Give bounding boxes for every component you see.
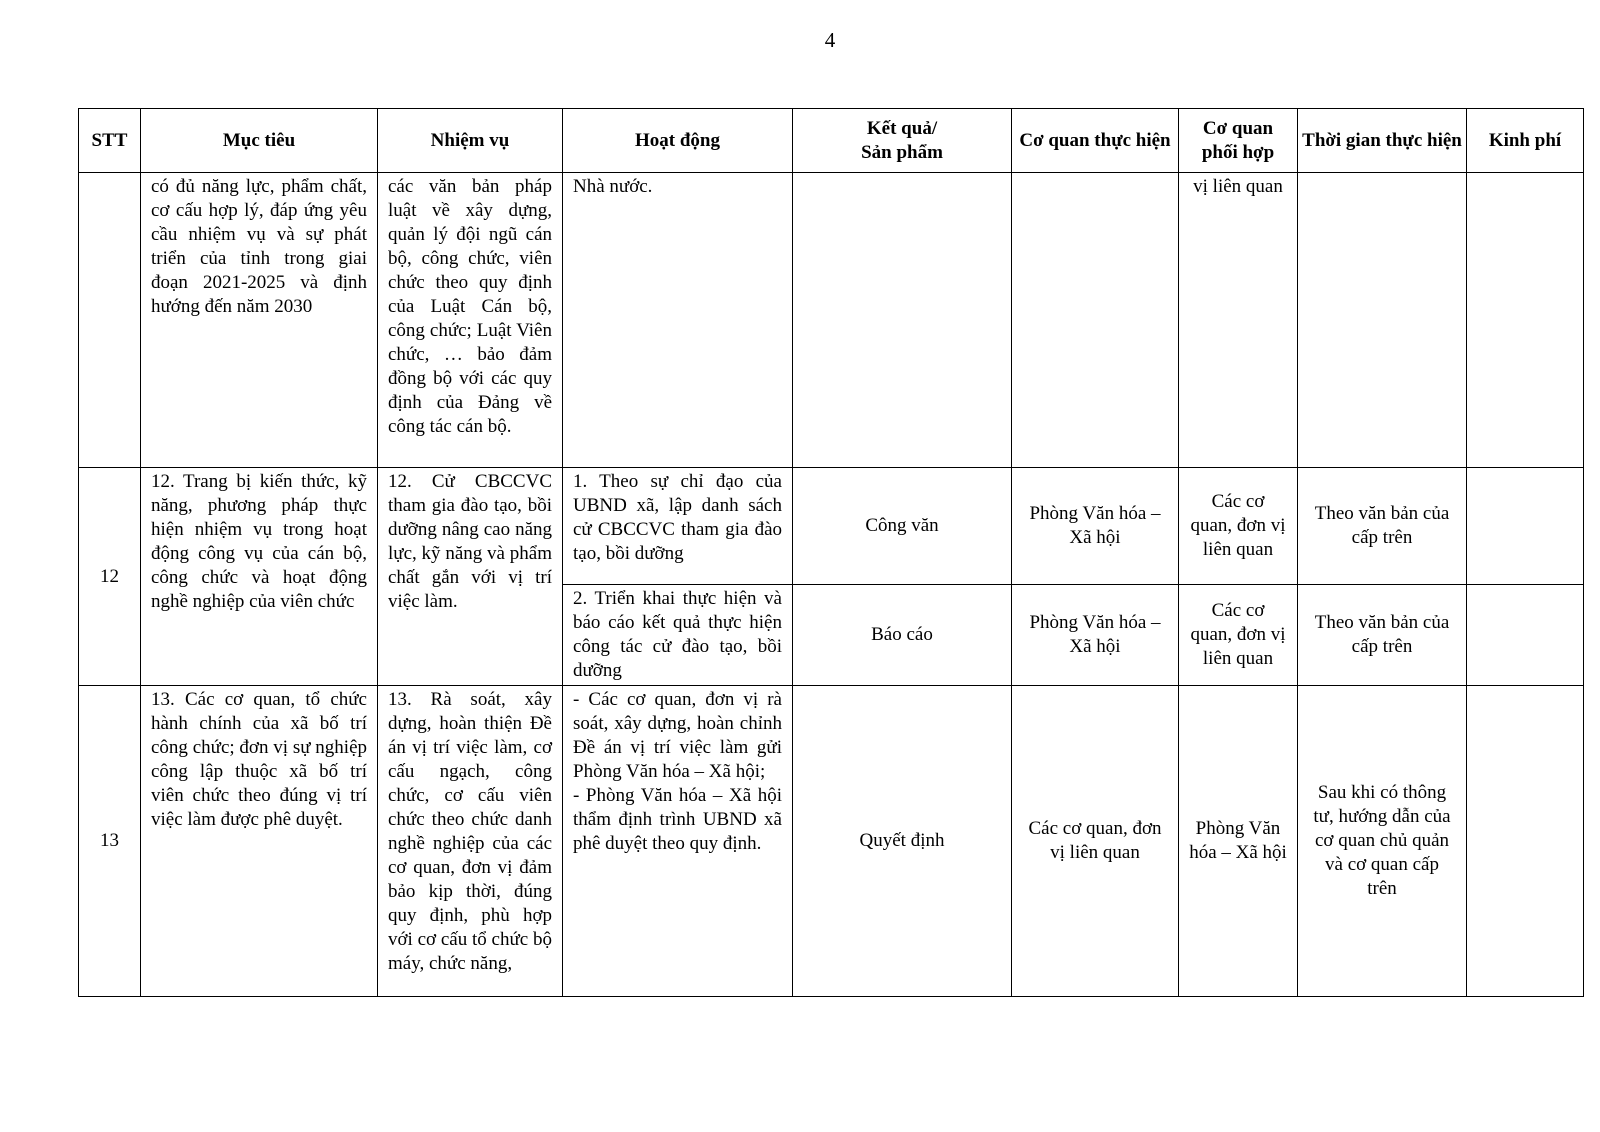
cell-co-quan-thuc-hien [1012,173,1179,468]
header-muc-tieu: Mục tiêu [141,109,378,173]
cell-kinh-phi [1467,686,1584,997]
page-number: 4 [824,28,836,52]
cell-hoat-dong [563,686,793,997]
activity-line: - Các cơ quan, đơn vị rà soát, xây dựng, hoàn chỉnh Đề án vị trí việc làm gửi Phòng Văn hóa – Xã hội; [573,689,782,782]
cell-hoat-dong: 1. Theo sự chỉ đạo của UBND xã, lập danh sách cử CBCCVC tham gia đào tạo, bồi dưỡng [563,468,793,585]
cell-nhiem-vu: 13. Rà soát, xây dựng, hoàn thiện Đề án vị trí việc làm, cơ cấu ngạch, công chức, cơ cấu viên chức theo chức danh nghề nghiệp của các cơ quan, đơn vị đảm bảo kịp thời, đúng quy định, phù hợp với cơ cấu tổ chức bộ máy, chức năng, [378,686,563,997]
cell-muc-tieu: 13. Các cơ quan, tổ chức hành chính của xã bố trí công chức; đơn vị sự nghiệp công lập thuộc xã bố trí viên chức theo đúng vị trí việc làm được phê duyệt. [141,686,378,997]
cell-co-quan-thuc-hien: Phòng Văn hóa – Xã hội [1012,468,1179,585]
cell-co-quan-thuc-hien: Các cơ quan, đơn vị liên quan [1012,686,1179,997]
cell-co-quan-phoi-hop: Các cơ quan, đơn vị liên quan [1179,468,1298,585]
cell-muc-tieu: có đủ năng lực, phẩm chất, cơ cấu hợp lý, đáp ứng yêu cầu nhiệm vụ và sự phát triển của tỉnh trong giai đoạn 2021-2025 và định hướng đến năm 2030 [141,173,378,468]
activity-line: - Phòng Văn hóa – Xã hội thẩm định trình UBND xã phê duyệt theo quy định. [573,785,782,854]
cell-stt: 12 [79,468,141,686]
header-ket-qua-line1: Kết quả/ [866,117,938,139]
cell-stt: 13 [79,686,141,997]
cell-co-quan-phoi-hop: Các cơ quan, đơn vị liên quan [1179,585,1298,686]
header-thoi-gian: Thời gian thực hiện [1298,109,1467,173]
header-ket-qua-line2: Sản phẩm [861,141,943,163]
header-co-quan-thuc-hien: Cơ quan thực hiện [1012,109,1179,173]
cell-kinh-phi [1467,468,1584,585]
cell-thoi-gian [1298,173,1467,468]
cell-ket-qua: Công văn [793,468,1012,585]
cell-muc-tieu: 12. Trang bị kiến thức, kỹ năng, phương pháp thực hiện nhiệm vụ trong hoạt động công vụ của cán bộ, công chức và hoạt động nghề nghiệp của viên chức [141,468,378,686]
cell-thoi-gian: Theo văn bản của cấp trên [1298,468,1467,585]
header-co-quan-phoi-hop: Cơ quan phối hợp [1179,109,1298,173]
cell-nhiem-vu: 12. Cử CBCCVC tham gia đào tạo, bồi dưỡng nâng cao năng lực, kỹ năng và phẩm chất gắn với vị trí việc làm. [378,468,563,686]
cell-nhiem-vu: các văn bản pháp luật về xây dựng, quản lý đội ngũ cán bộ, công chức, viên chức theo quy định của Luật Cán bộ, công chức; Luật Viên chức, … bảo đảm đồng bộ với các quy định của Đảng về công tác cán bộ. [378,173,563,468]
table-header-row [79,109,1584,173]
cell-thoi-gian: Sau khi có thông tư, hướng dẫn của cơ quan chủ quản và cơ quan cấp trên [1298,686,1467,997]
table-row [79,468,1584,585]
cell-kinh-phi [1467,173,1584,468]
plan-table [78,108,1584,997]
cell-ket-qua: Báo cáo [793,585,1012,686]
header-ket-qua [793,109,1012,173]
cell-co-quan-phoi-hop: Phòng Văn hóa – Xã hội [1179,686,1298,997]
cell-ket-qua [793,173,1012,468]
cell-thoi-gian: Theo văn bản của cấp trên [1298,585,1467,686]
cell-ket-qua: Quyết định [793,686,1012,997]
header-hoat-dong: Hoạt động [563,109,793,173]
cell-hoat-dong: Nhà nước. [563,173,793,468]
table-row [79,686,1584,997]
table-row [79,173,1584,468]
cell-co-quan-thuc-hien: Phòng Văn hóa – Xã hội [1012,585,1179,686]
cell-co-quan-phoi-hop: vị liên quan [1179,173,1298,468]
header-stt: STT [79,109,141,173]
cell-hoat-dong: 2. Triển khai thực hiện và báo cáo kết quả thực hiện công tác cử đào tạo, bồi dưỡng [563,585,793,686]
cell-stt [79,173,141,468]
header-nhiem-vu: Nhiệm vụ [378,109,563,173]
cell-kinh-phi [1467,585,1584,686]
header-kinh-phi: Kinh phí [1467,109,1584,173]
